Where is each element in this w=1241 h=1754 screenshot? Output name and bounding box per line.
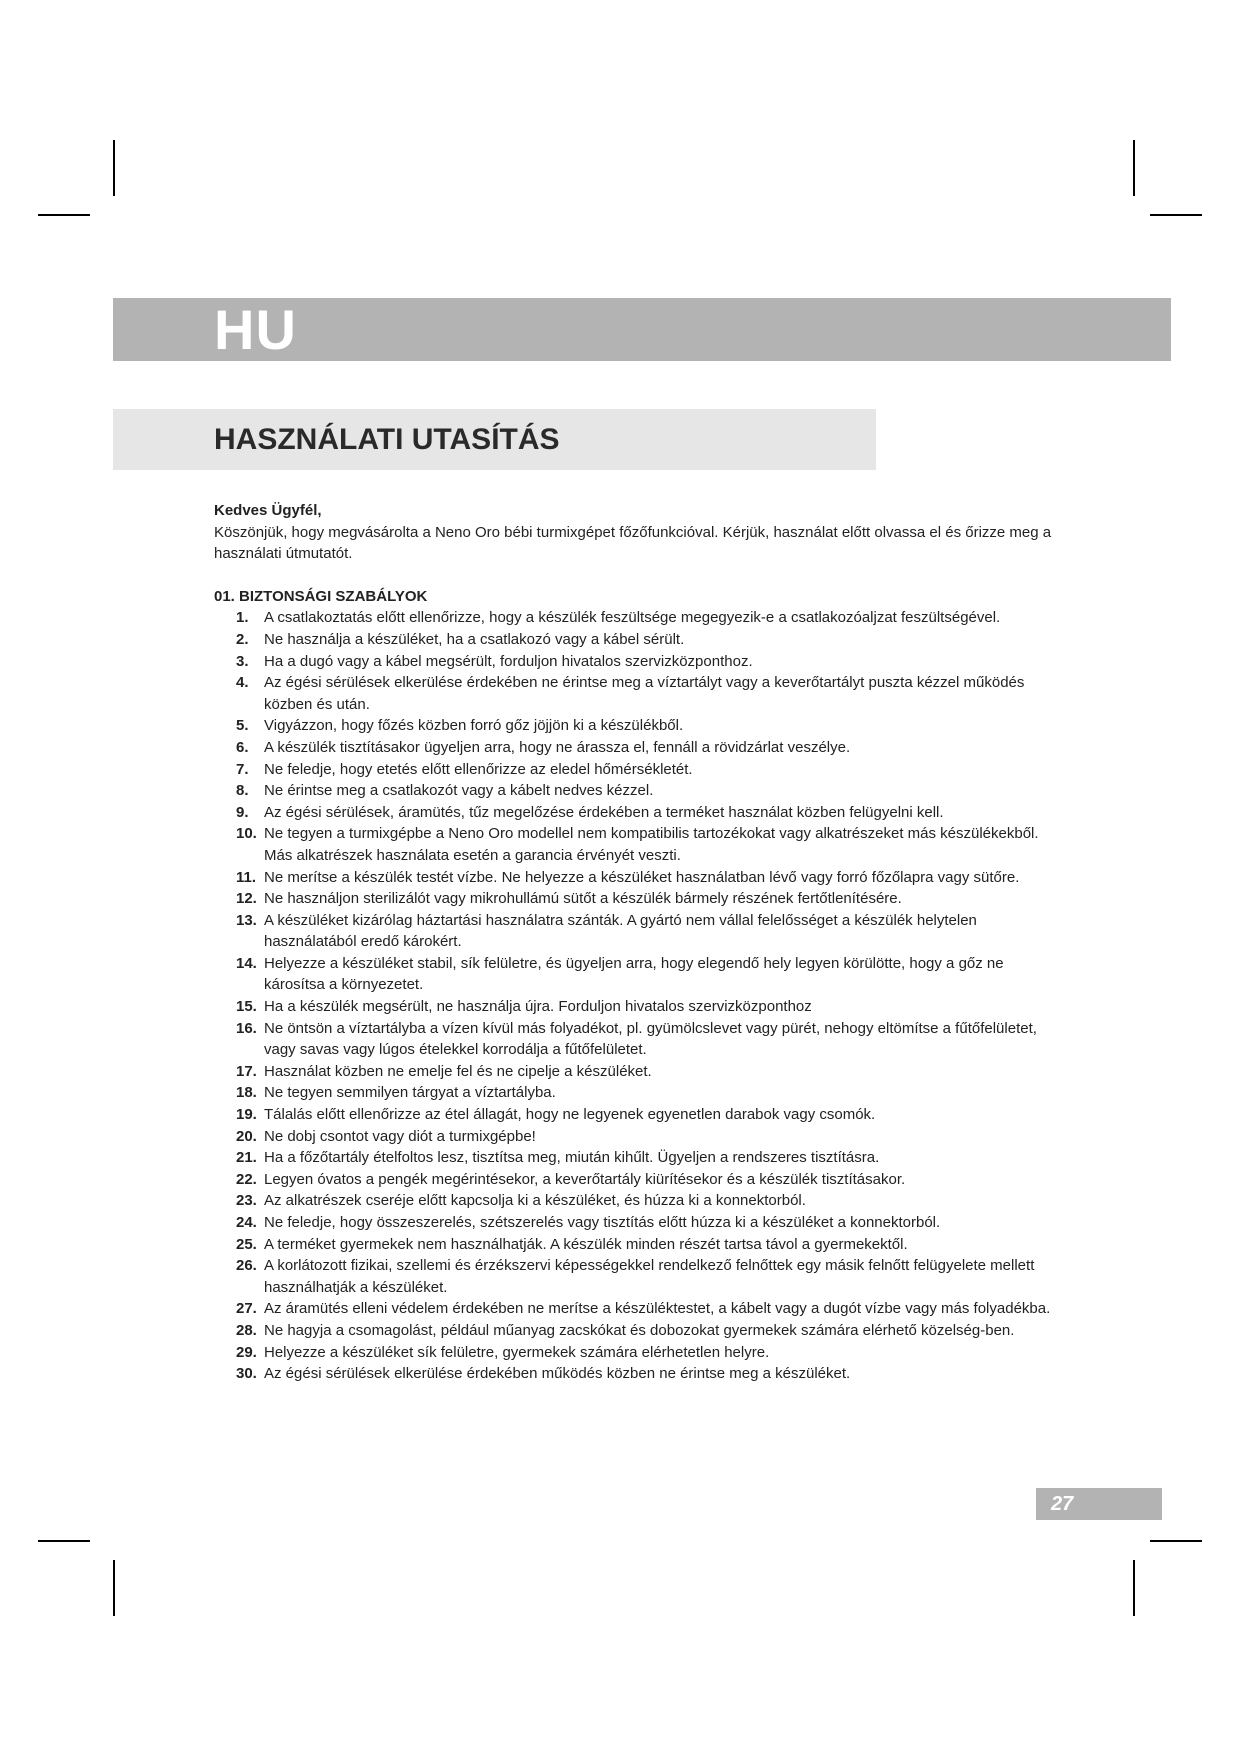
rule-text: Az égési sérülések, áramütés, tűz megelőzése érdekében a terméket használat közben felügyelni kell. xyxy=(264,803,944,821)
rule-text: Ne feledje, hogy összeszerelés, szétszerelés vagy tisztítás előtt húzza ki a készüléket a konnektorból. xyxy=(264,1214,941,1231)
rule-text: Ne merítse a készülék testét vízbe. Ne helyezze a készüléket használatban lévő vagy forró főzőlapra vagy sütőre. xyxy=(264,868,1020,886)
rule-text: Ne használja a készüléket, ha a csatlakozó vagy a kábel sérült. xyxy=(264,630,685,648)
page-title-banner xyxy=(113,409,876,470)
rule-number: 27. xyxy=(236,1300,257,1318)
rule-text: Ne hagyja a csomagolást, például műanyag zacskókat és dobozokat gyermekek számára elérhető közelség-ben. xyxy=(264,1321,1015,1339)
page-number: 27 xyxy=(1051,1493,1074,1515)
rule-item xyxy=(214,1298,1064,1320)
crop-mark xyxy=(38,1540,90,1542)
rule-number: 28. xyxy=(236,1321,257,1339)
rule-text: A csatlakoztatás előtt ellenőrizze, hogy a készülék feszültsége megegyezik-e a csatlakozóaljzat feszültségével. xyxy=(264,609,1001,627)
rule-item xyxy=(214,996,1064,1018)
rule-text: A készüléket kizárólag háztartási használatra szánták. A gyártó nem vállal felelősséget a készülék helytelen használatából eredő károkért. xyxy=(264,911,977,951)
rule-text: A készülék tisztításakor ügyeljen arra, hogy ne árassza el, fennáll a rövidzárlat veszélye. xyxy=(264,738,851,756)
rule-item xyxy=(214,672,1064,715)
rule-number: 7. xyxy=(236,760,249,778)
rule-number: 23. xyxy=(236,1192,257,1210)
rule-item xyxy=(214,888,1064,910)
rule-number: 8. xyxy=(236,782,249,800)
rule-item xyxy=(214,759,1064,781)
rule-item xyxy=(214,1255,1064,1298)
rule-number: 19. xyxy=(236,1106,257,1124)
rule-item xyxy=(214,867,1064,889)
rule-item xyxy=(214,1018,1064,1061)
rule-text: Ne feledje, hogy etetés előtt ellenőrizze az eledel hőmérsékletét. xyxy=(264,760,693,778)
rule-number: 24. xyxy=(236,1214,257,1231)
rule-item xyxy=(214,1320,1064,1342)
rule-number: 25. xyxy=(236,1235,257,1253)
rule-number: 1. xyxy=(236,609,249,627)
rule-text: Az égési sérülések elkerülése érdekében működés közben ne érintse meg a készüléket. xyxy=(264,1365,851,1383)
rule-item xyxy=(214,651,1064,673)
rule-text: Ne dobj csontot vagy diót a turmixgépbe! xyxy=(264,1127,536,1145)
rule-item xyxy=(214,1363,1064,1385)
rule-item xyxy=(214,629,1064,651)
rule-item xyxy=(214,1061,1064,1083)
language-banner xyxy=(113,298,1171,361)
rule-number: 2. xyxy=(236,630,249,648)
crop-mark xyxy=(113,140,115,196)
rule-number: 14. xyxy=(236,954,257,972)
greeting: Kedves Ügyfél, xyxy=(214,502,322,519)
rule-text: Helyezze a készüléket stabil, sík felületre, és ügyeljen arra, hogy elegendő hely legyen körülötte, hogy a gőz ne károsítsa a környezetet. xyxy=(264,954,1004,994)
rule-text: Tálalás előtt ellenőrizze az étel állagát, hogy ne legyenek egyenetlen darabok vagy csomók. xyxy=(264,1106,876,1124)
rule-number: 17. xyxy=(236,1062,257,1080)
language-code: HU xyxy=(214,298,297,361)
rule-item xyxy=(214,1126,1064,1148)
rule-text: Ha a főzőtartály ételfoltos lesz, tisztítsa meg, miután kihűlt. Ügyeljen a rendszeres tisztításra. xyxy=(264,1149,880,1167)
rule-number: 26. xyxy=(236,1257,257,1275)
rule-text: Használat közben ne emelje fel és ne cipelje a készüléket. xyxy=(264,1062,652,1080)
rule-item xyxy=(214,1190,1064,1212)
intro-paragraph: Köszönjük, hogy megvásárolta a Neno Oro bébi turmixgépet főzőfunkcióval. Kérjük, használat előtt olvassa el és őrizze meg a használati útmutatót. xyxy=(214,523,1052,563)
rule-number: 20. xyxy=(236,1127,257,1145)
rule-number: 16. xyxy=(236,1019,257,1037)
rule-number: 15. xyxy=(236,998,257,1016)
rule-item xyxy=(214,1212,1064,1234)
crop-mark xyxy=(1150,214,1202,216)
rule-text: Ha a dugó vagy a kábel megsérült, forduljon hivatalos szervizközponthoz. xyxy=(264,652,753,670)
section-title: 01. BIZTONSÁGI SZABÁLYOK xyxy=(214,587,428,605)
crop-mark xyxy=(1133,1560,1135,1616)
safety-rules-list xyxy=(214,607,1064,1384)
rule-item xyxy=(214,737,1064,759)
rule-number: 21. xyxy=(236,1149,257,1167)
rule-text: A terméket gyermekek nem használhatják. A készülék minden részét tartsa távol a gyermekektől. xyxy=(264,1235,908,1253)
rule-text: Ne öntsön a víztartályba a vízen kívül más folyadékot, pl. gyümölcslevet vagy pürét, nehogy eltömítse a fűtőfelületet, vagy savas vagy lúgos ételekkel korrodálja a fűtőfelületet. xyxy=(264,1019,1037,1059)
rule-item xyxy=(214,1082,1064,1104)
rule-number: 22. xyxy=(236,1170,257,1188)
rule-item xyxy=(214,1147,1064,1169)
rule-number: 9. xyxy=(236,803,249,821)
rule-item xyxy=(214,1169,1064,1191)
rule-item xyxy=(214,1104,1064,1126)
crop-mark xyxy=(38,214,90,216)
rule-text: Ne érintse meg a csatlakozót vagy a kábelt nedves kézzel. xyxy=(264,782,654,800)
rule-item xyxy=(214,1234,1064,1256)
rule-item xyxy=(214,780,1064,802)
rule-item xyxy=(214,823,1064,866)
rule-number: 3. xyxy=(236,652,249,670)
rule-text: Ne tegyen a turmixgépbe a Neno Oro modellel nem kompatibilis tartozékokat vagy alkatrészeket más készülékekből. Más alkatrészek használata esetén a garancia érvényét veszti. xyxy=(264,825,1039,864)
rule-number: 12. xyxy=(236,890,257,908)
rule-number: 5. xyxy=(236,717,249,735)
rule-number: 4. xyxy=(236,674,249,692)
rule-number: 29. xyxy=(236,1343,257,1361)
rule-number: 30. xyxy=(236,1365,257,1383)
rule-text: Ne használjon sterilizálót vagy mikrohullámú sütőt a készülék bármely részének fertőtlenítésére. xyxy=(264,890,902,908)
rule-item xyxy=(214,953,1064,996)
document-body xyxy=(214,500,1064,1385)
rule-item xyxy=(214,715,1064,737)
rule-number: 6. xyxy=(236,738,249,756)
rule-text: Az alkatrészek cseréje előtt kapcsolja ki a készüléket, és húzza ki a konnektorból. xyxy=(264,1192,806,1210)
rule-text: Az áramütés elleni védelem érdekében ne merítse a készüléktestet, a kábelt vagy a dugót vízbe vagy más folyadékba. xyxy=(264,1300,1051,1318)
crop-mark xyxy=(1133,140,1135,196)
crop-mark xyxy=(113,1560,115,1616)
rule-text: Legyen óvatos a pengék megérintésekor, a keverőtartály kiürítésekor és a készülék tisztításakor. xyxy=(264,1170,906,1188)
rule-number: 18. xyxy=(236,1084,257,1102)
page-title: HASZNÁLATI UTASÍTÁS xyxy=(214,423,560,456)
rule-text: Az égési sérülések elkerülése érdekében ne érintse meg a víztartályt vagy a keverőtartályt puszta kézzel működés közben és után. xyxy=(264,674,1025,713)
rule-text: Ne tegyen semmilyen tárgyat a víztartályba. xyxy=(264,1084,556,1102)
crop-mark xyxy=(1150,1540,1202,1542)
rule-number: 11. xyxy=(236,868,257,886)
rule-text: A korlátozott fizikai, szellemi és érzékszervi képességekkel rendelkező felnőttek egy másik felnőtt felügyelete mellett használhatják a készüléket. xyxy=(264,1257,1035,1296)
rule-item xyxy=(214,802,1064,824)
rule-item xyxy=(214,1342,1064,1364)
rule-number: 10. xyxy=(236,825,257,843)
rule-number: 13. xyxy=(236,911,257,929)
rule-text: Vigyázzon, hogy főzés közben forró gőz jöjjön ki a készülékből. xyxy=(264,717,684,735)
rule-text: Helyezze a készüléket sík felületre, gyermekek számára elérhetetlen helyre. xyxy=(264,1343,770,1361)
rule-item xyxy=(214,607,1064,629)
rule-text: Ha a készülék megsérült, ne használja újra. Forduljon hivatalos szervizközponthoz xyxy=(264,998,812,1016)
page-number-tab xyxy=(1036,1488,1162,1520)
rule-item xyxy=(214,910,1064,953)
